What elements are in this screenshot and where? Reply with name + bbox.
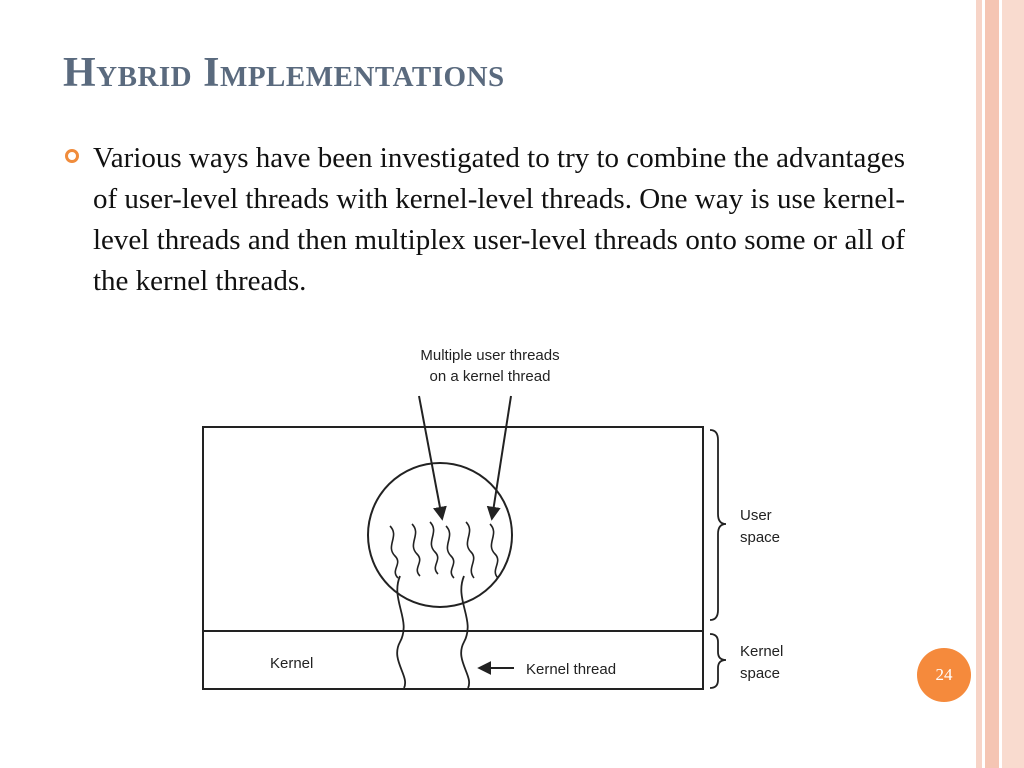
user-space-label-line2: space [740, 529, 781, 546]
hybrid-threads-diagram [190, 338, 810, 698]
user-space-box [203, 427, 703, 631]
bullet-item [65, 138, 905, 302]
user-thread [390, 526, 398, 578]
user-thread [446, 526, 454, 578]
user-thread [412, 524, 420, 576]
decor-stripe [985, 0, 999, 768]
page-number-badge: 24 [917, 648, 971, 702]
user-space-brace [710, 430, 726, 620]
user-thread [490, 524, 498, 578]
kernel-thread-label: Kernel thread [526, 661, 617, 678]
diagram-caption-line2: on a kernel thread [429, 368, 551, 385]
bullet-text: Various ways have been investigated to try to combine the advantages of user-level threads with kernel-level threads. One way is use kernel-level threads and then multiplex user-level threads onto some or all of the kernel threads. [93, 142, 905, 297]
kernel-space-label-line2: space [740, 665, 781, 682]
bullet-circle-icon [65, 149, 79, 163]
decor-stripe [1002, 0, 1024, 768]
user-threads [390, 522, 498, 578]
process-circle [368, 463, 512, 607]
user-space-label-line1: User [740, 507, 772, 524]
user-thread [466, 522, 474, 578]
diagram-caption-line1: Multiple user threads [420, 347, 560, 364]
kernel-space-brace [710, 634, 726, 688]
kernel-space-label-line1: Kernel [740, 643, 784, 660]
caption-arrow [419, 396, 442, 518]
slide-title: Hybrid Implementations [63, 50, 505, 96]
caption-arrow [492, 396, 511, 518]
kernel-label: Kernel [270, 655, 314, 672]
user-thread [430, 522, 438, 574]
